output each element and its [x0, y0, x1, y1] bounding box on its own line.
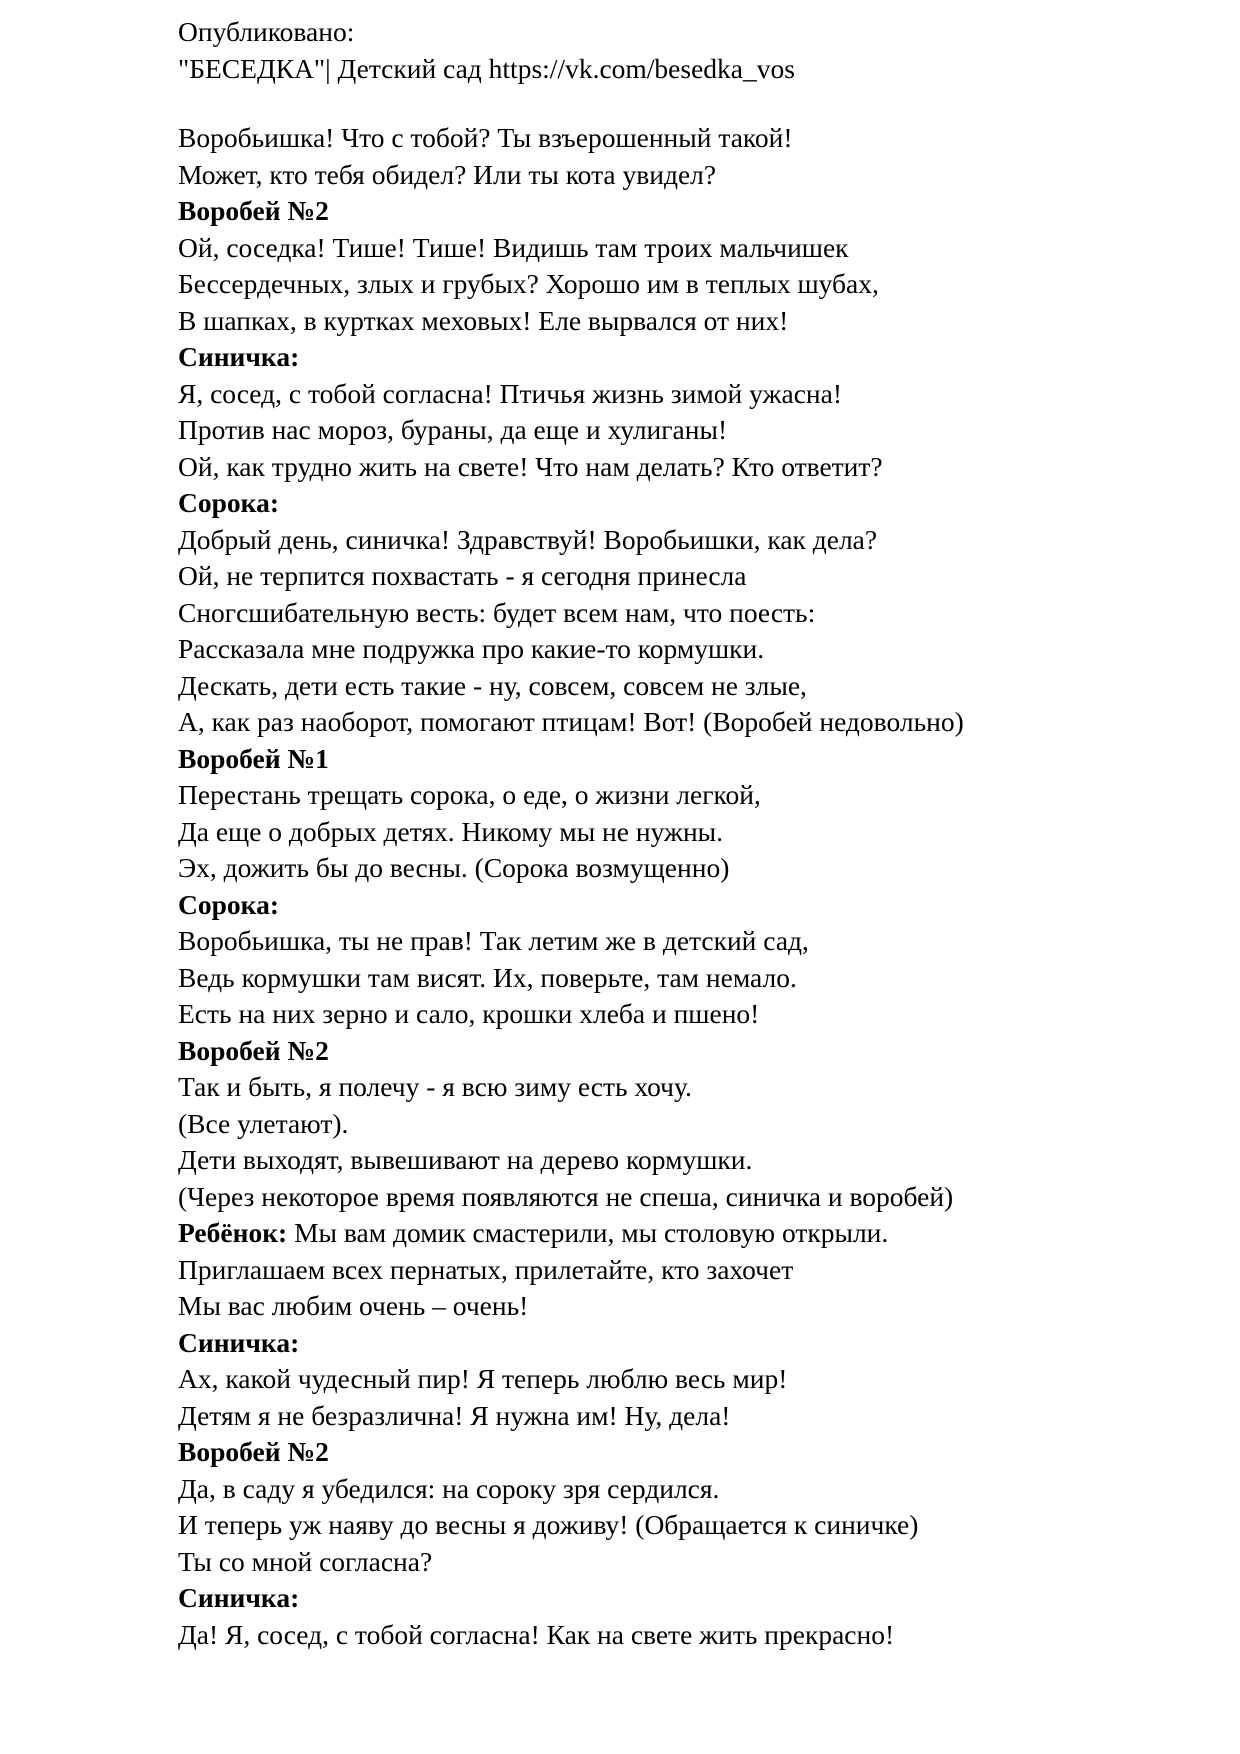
- speaker-name: Воробей №2: [178, 1034, 329, 1066]
- dialogue-line: Воробьишка, ты не прав! Так летим же в детский сад,: [178, 925, 809, 956]
- dialogue-line: Против нас мороз, бураны, да еще и хулиганы!: [178, 414, 728, 445]
- dialogue-line: Детям я не безразлична! Я нужна им! Ну, дела!: [178, 1399, 731, 1431]
- dialogue-line: Эх, дожить бы до весны. (Сорока возмущенно): [178, 852, 730, 883]
- dialogue-line: Да! Я, сосед, с тобой согласна! Как на свете жить прекрасно!: [178, 1618, 895, 1650]
- dialogue-text: Мы вам домик смастерили, мы столовую открыли.: [287, 1217, 889, 1248]
- dialogue-line: Да еще о добрых детях. Никому мы не нужны.: [178, 815, 724, 847]
- script-text: [178, 120, 1218, 1653]
- dialogue-line: Приглашаем всех пернатых, прилетайте, кто захочет: [178, 1253, 794, 1285]
- dialogue-line: Бессердечных, злых и грубых? Хорошо им в теплых шубах,: [178, 268, 879, 299]
- speaker-name: Сорока:: [178, 888, 279, 920]
- dialogue-line: Дети выходят, вывешивают на дерево кормушки.: [178, 1144, 753, 1175]
- speaker-name: Синичка:: [178, 1582, 300, 1613]
- dialogue-line: Ты со мной согласна?: [178, 1545, 433, 1577]
- speaker-name: Воробей №2: [178, 195, 329, 226]
- dialogue-line: Перестань трещать сорока, о еде, о жизни легкой,: [178, 779, 761, 810]
- dialogue-line: Да, в саду я убедился: на сороку зря сердился.: [178, 1472, 720, 1504]
- dialogue-line: Может, кто тебя обидел? Или ты кота увидел?: [178, 158, 717, 190]
- dialogue-line: Воробьишка! Что с тобой? Ты взъерошенный такой!: [178, 122, 793, 153]
- speaker-name: Воробей №2: [178, 1436, 329, 1467]
- dialogue-line: [178, 1215, 1218, 1252]
- dialogue-line: (Через некоторое время появляются не спеша, синичка и воробей): [178, 1180, 954, 1212]
- published-label: Опубликовано:: [178, 16, 355, 47]
- dialogue-line: А, как раз наоборот, помогают птицам! Вот! (Воробей недовольно): [178, 706, 964, 737]
- speaker-name: Сорока:: [178, 487, 279, 518]
- speaker-name: Синичка:: [178, 341, 300, 372]
- dialogue-line: Ой, не терпится похвастать - я сегодня принесла: [178, 560, 747, 591]
- dialogue-line: И теперь уж наяву до весны я доживу! (Обращается к синичке): [178, 1509, 919, 1540]
- dialogue-line: Ой, соседка! Тише! Тише! Видишь там троих мальчишек: [178, 231, 849, 263]
- speaker-name: Синичка:: [178, 1326, 300, 1358]
- dialogue-line: Мы вас любим очень – очень!: [178, 1290, 529, 1321]
- dialogue-line: Дескать, дети есть такие - ну, совсем, совсем не злые,: [178, 669, 807, 701]
- dialogue-line: Ах, какой чудесный пир! Я теперь люблю весь мир!: [178, 1363, 788, 1394]
- dialogue-line: В шапках, в куртках меховых! Еле вырвался от них!: [178, 304, 789, 336]
- speaker-name: Воробей №1: [178, 742, 329, 774]
- dialogue-line: Ведь кормушки там висят. Их, поверьте, там немало.: [178, 961, 797, 993]
- dialogue-line: Сногсшибательную весть: будет всем нам, что поесть:: [178, 596, 816, 628]
- speaker-name: Ребёнок:: [178, 1217, 288, 1248]
- dialogue-line: (Все улетают).: [178, 1107, 349, 1139]
- page-header: [178, 14, 795, 87]
- dialogue-line: Так и быть, я полечу - я всю зиму есть хочу.: [178, 1071, 692, 1102]
- dialogue-line: Рассказала мне подружка про какие-то кормушки.: [178, 633, 765, 664]
- dialogue-line: Есть на них зерно и сало, крошки хлеба и пшено!: [178, 998, 760, 1029]
- dialogue-line: Я, сосед, с тобой согласна! Птичья жизнь зимой ужасна!: [178, 377, 843, 409]
- dialogue-line: Ой, как трудно жить на свете! Что нам делать? Кто ответит?: [178, 450, 883, 482]
- dialogue-line: Добрый день, синичка! Здравствуй! Воробьишки, как дела?: [178, 523, 878, 555]
- source-line: "БЕСЕДКА"| Детский сад https://vk.com/besedka_vos: [178, 52, 795, 84]
